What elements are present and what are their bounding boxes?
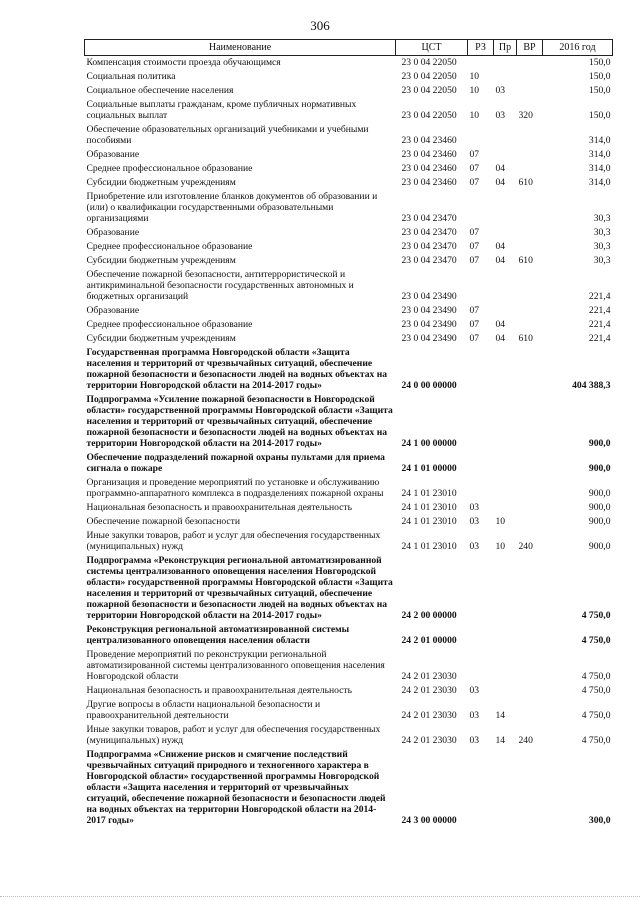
row-name: Обеспечение пожарной безопасности [86, 516, 241, 527]
row-vr [517, 501, 543, 515]
table-row [85, 56, 613, 71]
row-name: Национальная безопасность и правоохранительная деятельность [86, 685, 352, 696]
row-amount: 150,0 [588, 57, 611, 68]
row-rz: 07 [469, 227, 480, 238]
row-amount: 150,0 [588, 110, 611, 121]
row-pr: 03 [495, 85, 506, 96]
row-vr [517, 623, 543, 648]
row-rz [468, 748, 494, 828]
row-rz [468, 623, 494, 648]
table-row [85, 515, 613, 529]
row-vr: 610 [518, 177, 533, 188]
row-rz: 10 [469, 85, 480, 96]
row-vr [517, 698, 543, 723]
row-rz: 07 [469, 177, 480, 188]
table-row [85, 393, 613, 451]
row-cst: 23 0 04 23460 [401, 163, 457, 174]
row-amount: 221,4 [588, 333, 611, 344]
row-name: Подпрограмма «Усиление пожарной безопасности в Новгородской области» государственной программы Новгородской области «Защита населения и территорий от чрезвычайных ситуаций, обеспечение пожарной безопасности и безопасности людей на водных объектах на территории Новгородской области на 2014-2017 годы» [86, 394, 393, 449]
table-row [85, 698, 613, 723]
row-vr: 240 [518, 735, 533, 746]
row-vr [517, 226, 543, 240]
row-rz [468, 56, 494, 71]
row-cst: 23 0 04 22050 [401, 110, 457, 121]
row-vr [517, 554, 543, 623]
row-amount: 30,3 [593, 255, 611, 266]
row-name: Образование [86, 305, 140, 316]
row-cst: 24 2 01 23030 [401, 710, 457, 721]
row-rz: 03 [469, 710, 480, 721]
table-row [85, 98, 613, 123]
row-name: Компенсация стоимости проезда обучающимся [86, 57, 281, 68]
row-rz [468, 346, 494, 393]
row-vr: 610 [518, 333, 533, 344]
header-cst: ЦСТ [396, 40, 468, 56]
page-number: 306 [310, 18, 330, 33]
row-name: Обеспечение подразделений пожарной охраны пультами для приема сигнала о пожаре [86, 452, 385, 474]
row-amount: 30,3 [593, 213, 611, 224]
row-pr [494, 684, 517, 698]
row-vr [517, 684, 543, 698]
row-pr [494, 501, 517, 515]
row-name: Государственная программа Новгородской области «Защита населения и территорий от чрезвычайных ситуаций, обеспечение пожарной безопасности и безопасности людей на водных объектах на территории Новгородской области на 2014-2017 годы» [86, 347, 388, 391]
table-row [85, 748, 613, 828]
row-cst: 23 0 04 23470 [401, 227, 457, 238]
row-rz: 07 [469, 333, 480, 344]
row-amount: 314,0 [588, 177, 611, 188]
row-name: Иные закупки товаров, работ и услуг для обеспечения государственных (муниципальных) нужд [86, 530, 381, 552]
table-row [85, 123, 613, 148]
row-name: Проведение мероприятий по реконструкции региональной автоматизированной системы централизованного оповещения населения Новгородской области [86, 649, 385, 682]
table-row [85, 501, 613, 515]
row-vr [517, 190, 543, 226]
row-cst: 24 3 00 00000 [401, 815, 457, 826]
row-pr: 04 [495, 163, 506, 174]
row-name: Подпрограмма «Реконструкция региональной автоматизированной системы централизованного оповещения населения Новгородской области» государственной программы Новгородской области «Защита населения и территорий от чрезвычайных ситуаций, обеспечение пожарной безопасности и безопасности людей на водных объектах на территории Новгородской области на 2014-2017 годы» [86, 555, 393, 621]
row-pr [494, 56, 517, 71]
row-name: Субсидии бюджетным учреждениям [86, 333, 236, 344]
table-row [85, 162, 613, 176]
row-rz: 07 [469, 319, 480, 330]
row-vr [517, 393, 543, 451]
row-pr: 10 [495, 541, 506, 552]
row-pr [494, 304, 517, 318]
row-vr: 240 [518, 541, 533, 552]
row-vr [517, 346, 543, 393]
row-cst: 23 0 04 23470 [401, 241, 457, 252]
row-pr: 04 [495, 333, 506, 344]
row-cst: 23 0 04 23460 [401, 177, 457, 188]
row-amount: 4 750,0 [581, 671, 611, 682]
row-rz: 10 [469, 71, 480, 82]
row-rz [468, 123, 494, 148]
row-pr: 04 [495, 177, 506, 188]
row-amount: 404 388,3 [572, 380, 611, 391]
table-row [85, 148, 613, 162]
row-pr [494, 190, 517, 226]
table-row [85, 684, 613, 698]
row-vr [517, 240, 543, 254]
row-cst: 23 0 04 22050 [401, 71, 457, 82]
row-cst: 24 1 01 23010 [401, 541, 457, 552]
row-amount: 150,0 [588, 71, 611, 82]
row-vr [517, 648, 543, 684]
row-name: Образование [86, 227, 140, 238]
row-cst: 23 0 04 23490 [401, 305, 457, 316]
row-name: Социальное обеспечение населения [86, 85, 234, 96]
row-pr: 14 [495, 735, 506, 746]
row-name: Другие вопросы в области национальной безопасности и правоохранительной деятельности [86, 699, 321, 721]
row-amount: 30,3 [593, 227, 611, 238]
row-cst: 24 2 01 00000 [401, 635, 457, 646]
row-amount: 314,0 [588, 163, 611, 174]
row-cst: 24 1 01 23010 [401, 502, 457, 513]
row-rz [468, 393, 494, 451]
row-cst: 23 0 04 22050 [401, 57, 457, 68]
row-cst: 24 1 01 00000 [401, 463, 457, 474]
row-cst: 23 0 04 23490 [401, 333, 457, 344]
row-name: Социальные выплаты гражданам, кроме публичных нормативных социальных выплат [86, 99, 357, 121]
row-rz: 10 [469, 110, 480, 121]
row-vr [517, 748, 543, 828]
row-name: Иные закупки товаров, работ и услуг для обеспечения государственных (муниципальных) нужд [86, 724, 381, 746]
row-name: Среднее профессиональное образование [86, 241, 253, 252]
row-amount: 30,3 [593, 241, 611, 252]
table-row [85, 176, 613, 190]
row-pr: 04 [495, 255, 506, 266]
row-rz [468, 476, 494, 501]
table-row [85, 268, 613, 304]
row-vr [517, 268, 543, 304]
row-rz: 07 [469, 305, 480, 316]
row-pr [494, 648, 517, 684]
table-row [85, 70, 613, 84]
row-rz [468, 190, 494, 226]
row-cst: 24 2 01 23030 [401, 671, 457, 682]
row-amount: 4 750,0 [581, 685, 611, 696]
row-pr [494, 226, 517, 240]
row-name: Среднее профессиональное образование [86, 319, 253, 330]
row-amount: 221,4 [588, 305, 611, 316]
row-vr [517, 451, 543, 476]
table-row [85, 226, 613, 240]
row-name: Национальная безопасность и правоохранительная деятельность [86, 502, 352, 513]
row-amount: 900,0 [588, 438, 611, 449]
page-bottom-edge [0, 896, 640, 899]
table-row [85, 648, 613, 684]
row-amount: 4 750,0 [581, 610, 611, 621]
row-name: Реконструкция региональной автоматизированной системы централизованного оповещения населения области [86, 624, 350, 646]
row-cst: 23 0 04 23470 [401, 213, 457, 224]
row-pr [494, 346, 517, 393]
row-rz: 03 [469, 502, 480, 513]
row-pr: 04 [495, 241, 506, 252]
row-rz: 03 [469, 685, 480, 696]
row-amount: 300,0 [588, 815, 611, 826]
row-amount: 900,0 [588, 463, 611, 474]
header-pr: Пр [494, 40, 517, 56]
header-rz: РЗ [468, 40, 494, 56]
header-vr: ВР [517, 40, 543, 56]
row-vr [517, 123, 543, 148]
row-cst: 23 0 04 23490 [401, 291, 457, 302]
row-pr [494, 148, 517, 162]
row-rz: 07 [469, 163, 480, 174]
row-pr: 14 [495, 710, 506, 721]
row-amount: 314,0 [588, 135, 611, 146]
row-rz: 07 [469, 149, 480, 160]
row-vr [517, 70, 543, 84]
row-pr: 10 [495, 516, 506, 527]
row-pr [494, 70, 517, 84]
row-name: Субсидии бюджетным учреждениям [86, 255, 236, 266]
row-vr [517, 162, 543, 176]
row-pr [494, 748, 517, 828]
row-cst: 24 2 00 00000 [401, 610, 457, 621]
row-cst: 24 1 01 23010 [401, 488, 457, 499]
row-vr [517, 515, 543, 529]
table-row [85, 332, 613, 346]
row-pr [494, 476, 517, 501]
row-pr [494, 623, 517, 648]
table-row [85, 190, 613, 226]
table-row [85, 318, 613, 332]
row-amount: 4 750,0 [581, 735, 611, 746]
row-amount: 150,0 [588, 85, 611, 96]
row-name: Подпрограмма «Снижение рисков и смягчение последствий чрезвычайных ситуаций природного и техногенного характера в Новгородской области» государственной программы Новгородской области «Защита населения и территорий от чрезвычайных ситуаций, обеспечение пожарной безопасности и безопасности людей на водных объектах на территории Новгородской области на 2014-2017 годы» [86, 749, 386, 826]
row-pr [494, 393, 517, 451]
row-cst: 24 2 01 23030 [401, 735, 457, 746]
row-cst: 23 0 04 23490 [401, 319, 457, 330]
row-amount: 221,4 [588, 291, 611, 302]
row-cst: 24 2 01 23030 [401, 685, 457, 696]
row-cst: 24 1 01 23010 [401, 516, 457, 527]
table-row [85, 554, 613, 623]
row-name: Организация и проведение мероприятий по установке и обслуживанию программно-аппаратного комплекса в подразделениях пожарной охраны [86, 477, 384, 499]
row-cst: 23 0 04 23460 [401, 135, 457, 146]
budget-table [84, 39, 613, 828]
row-name: Социальная политика [86, 71, 176, 82]
table-row [85, 254, 613, 268]
row-name: Образование [86, 149, 140, 160]
row-cst: 24 0 00 00000 [401, 380, 457, 391]
row-cst: 24 1 00 00000 [401, 438, 457, 449]
header-year: 2016 год [543, 40, 613, 56]
table-row [85, 451, 613, 476]
row-rz [468, 648, 494, 684]
row-name: Обеспечение пожарной безопасности, антитеррористической и антикриминальной безопасности государственных автономных и бюджетных организаций [86, 269, 354, 302]
row-pr [494, 554, 517, 623]
row-vr [517, 84, 543, 98]
row-rz [468, 268, 494, 304]
row-amount: 4 750,0 [581, 635, 611, 646]
row-vr [517, 476, 543, 501]
row-vr [517, 148, 543, 162]
row-pr: 03 [495, 110, 506, 121]
row-pr [494, 268, 517, 304]
row-cst: 23 0 04 23460 [401, 149, 457, 160]
row-name: Субсидии бюджетным учреждениям [86, 177, 236, 188]
row-rz: 03 [469, 735, 480, 746]
row-amount: 900,0 [588, 502, 611, 513]
row-rz: 07 [469, 241, 480, 252]
row-cst: 23 0 04 23470 [401, 255, 457, 266]
table-header [85, 40, 613, 56]
row-vr: 320 [518, 110, 533, 121]
row-amount: 221,4 [588, 319, 611, 330]
table-row [85, 476, 613, 501]
row-name: Приобретение или изготовление бланков документов об образовании и (или) о квалификации государственными образовательными организациями [86, 191, 378, 224]
row-cst: 23 0 04 22050 [401, 85, 457, 96]
row-pr [494, 123, 517, 148]
row-rz: 07 [469, 255, 480, 266]
row-name: Обеспечение образовательных организаций учебниками и учебными пособиями [86, 124, 369, 146]
row-vr [517, 304, 543, 318]
row-rz: 03 [469, 541, 480, 552]
row-amount: 4 750,0 [581, 710, 611, 721]
header-name: Наименование [85, 40, 396, 56]
row-amount: 900,0 [588, 541, 611, 552]
row-vr [517, 56, 543, 71]
table-row [85, 84, 613, 98]
row-pr [494, 451, 517, 476]
row-pr: 04 [495, 319, 506, 330]
table-row [85, 304, 613, 318]
table-body [85, 56, 613, 829]
row-vr: 610 [518, 255, 533, 266]
row-vr [517, 318, 543, 332]
row-amount: 900,0 [588, 516, 611, 527]
table-row [85, 723, 613, 748]
row-name: Среднее профессиональное образование [86, 163, 253, 174]
row-rz: 03 [469, 516, 480, 527]
row-amount: 900,0 [588, 488, 611, 499]
row-amount: 314,0 [588, 149, 611, 160]
table-row [85, 346, 613, 393]
table-row [85, 240, 613, 254]
table-row [85, 623, 613, 648]
table-row [85, 529, 613, 554]
row-rz [468, 554, 494, 623]
row-rz [468, 451, 494, 476]
